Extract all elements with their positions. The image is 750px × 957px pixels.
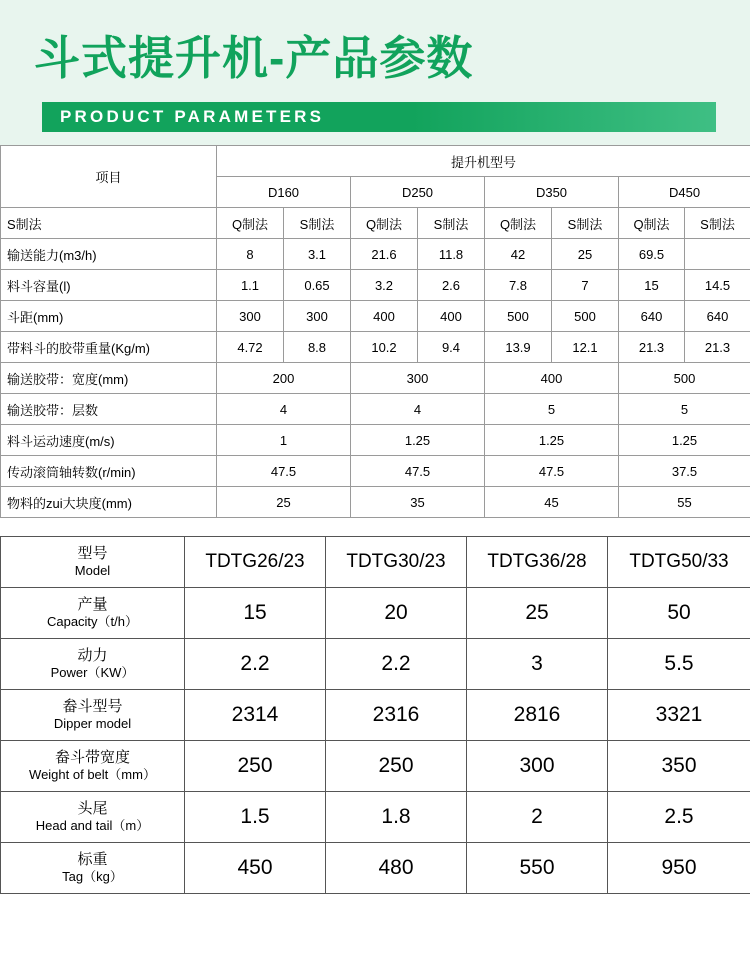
table-row <box>1 456 750 487</box>
row-label <box>1 639 185 690</box>
method-cell: Q制法 <box>217 208 284 239</box>
model-name: TDTG36/28 <box>467 537 608 588</box>
row-label-cn: 动力 <box>77 647 108 664</box>
row-label-en: Capacity（t/h） <box>46 614 139 629</box>
table-row <box>1 301 750 332</box>
table-cell: 11.8 <box>418 239 485 270</box>
table-cell: 300 <box>284 301 351 332</box>
table-cell: 8.8 <box>284 332 351 363</box>
model-header-en: Model <box>74 563 111 578</box>
table-cell: 1.25 <box>619 425 750 456</box>
page-title-sub: 产品参数 <box>285 32 474 84</box>
table-cell: 400 <box>351 301 418 332</box>
table-row <box>1 588 750 639</box>
model-d450: D450 <box>619 177 750 208</box>
page-title-separator: - <box>269 32 286 84</box>
table-cell: 25 <box>467 588 608 639</box>
table-cell: 20 <box>326 588 467 639</box>
table-cell: 9.4 <box>418 332 485 363</box>
hoist-model-table <box>0 145 750 518</box>
table-cell: 15 <box>619 270 685 301</box>
table-row <box>1 537 750 588</box>
page-title <box>0 28 750 88</box>
model-d250: D250 <box>351 177 485 208</box>
table-row <box>1 741 750 792</box>
table-cell: 3.2 <box>351 270 418 301</box>
row-label-cn: 畚斗型号 <box>62 698 123 715</box>
table-cell: 5 <box>485 394 619 425</box>
table-cell: 35 <box>351 487 485 518</box>
table-cell: 1.5 <box>185 792 326 843</box>
table-row <box>1 792 750 843</box>
banner-bar <box>42 102 716 132</box>
page-title-main: 斗式提升机 <box>34 32 269 84</box>
method-cell: Q制法 <box>351 208 418 239</box>
table-cell: 400 <box>418 301 485 332</box>
model-name: TDTG30/23 <box>326 537 467 588</box>
method-cell: Q制法 <box>485 208 552 239</box>
model-header <box>1 537 185 588</box>
table-row <box>1 394 750 425</box>
table-cell: 2.2 <box>326 639 467 690</box>
table-cell: 14.5 <box>685 270 750 301</box>
table-row <box>1 332 750 363</box>
table-cell: 550 <box>467 843 608 894</box>
row-label-en: Weight of belt（mm） <box>29 767 156 782</box>
table-cell: 2816 <box>467 690 608 741</box>
row-label-en: Head and tail（m） <box>35 818 150 833</box>
table-cell: 2314 <box>185 690 326 741</box>
table-row <box>1 146 750 177</box>
table-cell: 500 <box>552 301 619 332</box>
table-row <box>1 639 750 690</box>
row-label-cn: 畚斗带宽度 <box>54 749 130 766</box>
table-cell: 200 <box>217 363 351 394</box>
row-label <box>1 690 185 741</box>
row-label-en: Tag（kg） <box>62 869 123 884</box>
model-name: TDTG26/23 <box>185 537 326 588</box>
table-cell: 2.5 <box>608 792 750 843</box>
table-cell: 10.2 <box>351 332 418 363</box>
table-cell: 4.72 <box>217 332 284 363</box>
table-cell: 12.1 <box>552 332 619 363</box>
table-gap <box>0 518 750 536</box>
table-cell: 21.6 <box>351 239 418 270</box>
table-cell: 21.3 <box>619 332 685 363</box>
table-row <box>1 239 750 270</box>
table-cell: 7.8 <box>485 270 552 301</box>
table-cell: 45 <box>485 487 619 518</box>
row-label-cn: 头尾 <box>77 800 108 817</box>
table-cell: 500 <box>619 363 750 394</box>
table-cell: 42 <box>485 239 552 270</box>
row-label-en: Dipper model <box>53 716 132 731</box>
row-label: 输送能力(m3/h) <box>1 239 217 270</box>
table-row <box>1 425 750 456</box>
table-cell: 480 <box>326 843 467 894</box>
row-label <box>1 792 185 843</box>
method-cell: S制法 <box>418 208 485 239</box>
table-cell: 47.5 <box>351 456 485 487</box>
table-cell: 7 <box>552 270 619 301</box>
row-label <box>1 588 185 639</box>
page-header <box>0 0 750 145</box>
table-cell: 250 <box>326 741 467 792</box>
table-cell: 250 <box>185 741 326 792</box>
model-d350: D350 <box>485 177 619 208</box>
table-row <box>1 843 750 894</box>
table-cell: 3321 <box>608 690 750 741</box>
table-cell: 5 <box>619 394 750 425</box>
table-cell: 25 <box>552 239 619 270</box>
table-row <box>1 363 750 394</box>
row-label: 物料的zui大块度(mm) <box>1 487 217 518</box>
method-cell: S制法 <box>284 208 351 239</box>
row-label-en: Power（KW） <box>50 665 135 680</box>
row-label <box>1 843 185 894</box>
row-label: 料斗运动速度(m/s) <box>1 425 217 456</box>
table-row <box>1 208 750 239</box>
row-label-cn: 标重 <box>77 851 108 868</box>
method-cell: S制法 <box>552 208 619 239</box>
table-cell: 1.8 <box>326 792 467 843</box>
table-row <box>1 690 750 741</box>
table-cell: 0.65 <box>284 270 351 301</box>
table-cell: 47.5 <box>485 456 619 487</box>
row-label: 料斗容量(l) <box>1 270 217 301</box>
row-label: 输送胶带：层数 <box>1 394 217 425</box>
table-cell: 2.6 <box>418 270 485 301</box>
item-header: 项目 <box>1 146 217 208</box>
table-cell: 50 <box>608 588 750 639</box>
table-cell: 640 <box>619 301 685 332</box>
table-cell: 300 <box>467 741 608 792</box>
table-cell <box>685 239 750 270</box>
method-cell: S制法 <box>685 208 750 239</box>
table-cell: 450 <box>185 843 326 894</box>
table-cell: 950 <box>608 843 750 894</box>
table-cell: 4 <box>217 394 351 425</box>
table-cell: 300 <box>217 301 284 332</box>
row-label-cn: 产量 <box>77 596 108 613</box>
table-cell: 3 <box>467 639 608 690</box>
table-cell: 640 <box>685 301 750 332</box>
table-cell: 55 <box>619 487 750 518</box>
table-cell: 5.5 <box>608 639 750 690</box>
table-cell: 15 <box>185 588 326 639</box>
table-cell: 300 <box>351 363 485 394</box>
table-cell: 350 <box>608 741 750 792</box>
method-row-label: S制法 <box>1 208 217 239</box>
table-row <box>1 487 750 518</box>
row-label: 带料斗的胶带重量(Kg/m) <box>1 332 217 363</box>
model-group-header: 提升机型号 <box>217 146 750 177</box>
table-cell: 1.25 <box>485 425 619 456</box>
table-cell: 1 <box>217 425 351 456</box>
row-label: 斗距(mm) <box>1 301 217 332</box>
banner-text: PRODUCT PARAMETERS <box>60 107 325 126</box>
table-cell: 2.2 <box>185 639 326 690</box>
row-label: 传动滚筒轴转数(r/min) <box>1 456 217 487</box>
table-cell: 13.9 <box>485 332 552 363</box>
table-cell: 4 <box>351 394 485 425</box>
model-name: TDTG50/33 <box>608 537 750 588</box>
method-cell: Q制法 <box>619 208 685 239</box>
table-cell: 3.1 <box>284 239 351 270</box>
table-cell: 37.5 <box>619 456 750 487</box>
row-label <box>1 741 185 792</box>
model-header-cn: 型号 <box>77 545 108 562</box>
row-label: 输送胶带：宽度(mm) <box>1 363 217 394</box>
table-cell: 1.1 <box>217 270 284 301</box>
table-cell: 1.25 <box>351 425 485 456</box>
model-d160: D160 <box>217 177 351 208</box>
table-cell: 500 <box>485 301 552 332</box>
table-row <box>1 270 750 301</box>
table-cell: 2 <box>467 792 608 843</box>
table-cell: 2316 <box>326 690 467 741</box>
table-cell: 69.5 <box>619 239 685 270</box>
table-cell: 25 <box>217 487 351 518</box>
table-cell: 21.3 <box>685 332 750 363</box>
model-spec-table <box>0 536 750 894</box>
table-cell: 400 <box>485 363 619 394</box>
table-cell: 8 <box>217 239 284 270</box>
table-cell: 47.5 <box>217 456 351 487</box>
